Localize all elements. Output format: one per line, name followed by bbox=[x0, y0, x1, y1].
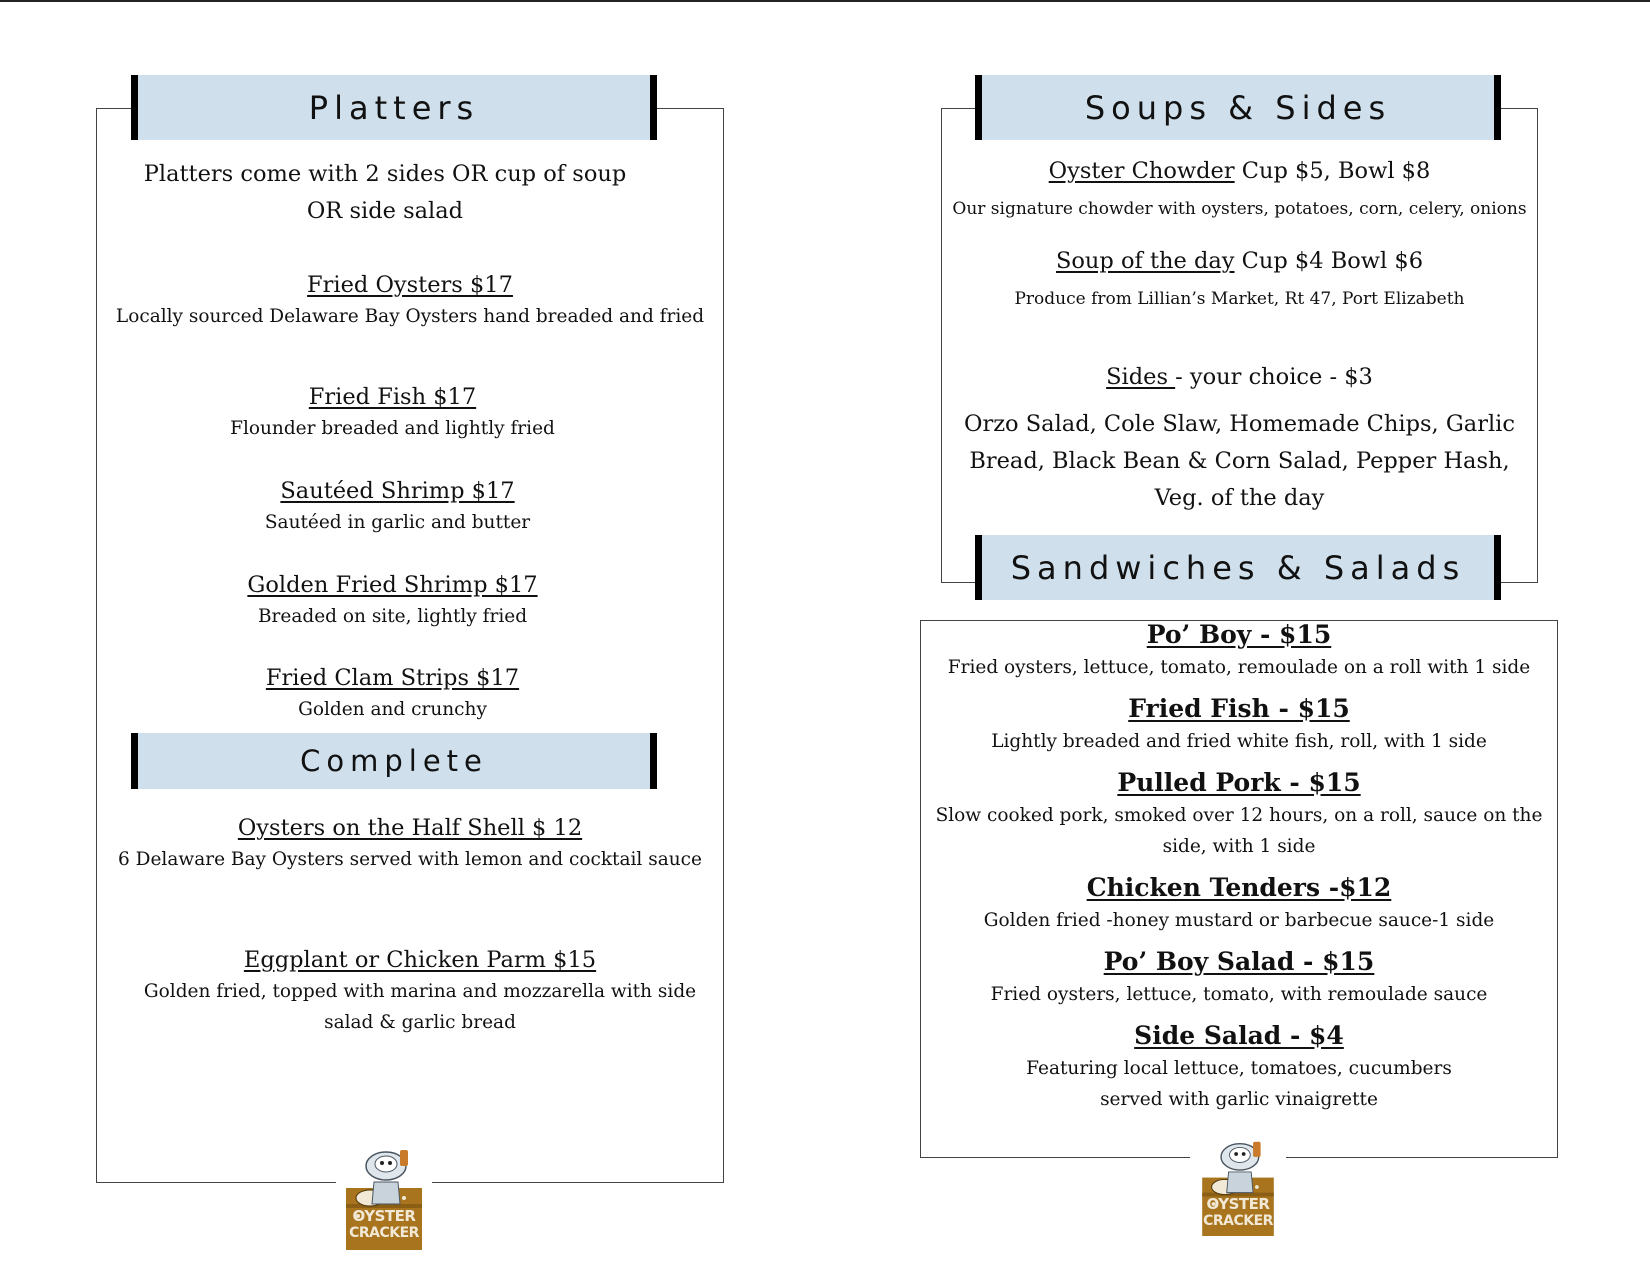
sandwich-item bbox=[922, 617, 1556, 683]
sandwich-item bbox=[922, 765, 1556, 862]
logo-text bbox=[1200, 1196, 1276, 1230]
sandwich-desc: Fried oysters, lettuce, tomato, with remoulade sauce bbox=[990, 984, 1488, 1005]
sides-title bbox=[941, 361, 1538, 394]
item-title: Fried Fish $17 bbox=[308, 384, 477, 410]
item-desc: Sautéed in garlic and butter bbox=[264, 512, 531, 533]
soup-name: Oyster Chowder bbox=[1048, 158, 1235, 184]
logo-text bbox=[346, 1208, 422, 1242]
item-title: Sautéed Shrimp $17 bbox=[280, 478, 515, 504]
sandwich-title: Side Salad - $4 bbox=[1134, 1021, 1344, 1050]
menu-item bbox=[100, 662, 685, 725]
soup-item bbox=[941, 155, 1538, 221]
menu-item bbox=[100, 812, 720, 875]
item-title: Oysters on the Half Shell $ 12 bbox=[237, 815, 583, 841]
item-title: Fried Oysters $17 bbox=[307, 272, 513, 298]
sandwich-item bbox=[922, 944, 1556, 1010]
sandwich-item bbox=[922, 1018, 1556, 1115]
platters-intro-line: OR side salad bbox=[306, 198, 464, 224]
soup-desc: Produce from Lillian’s Market, Rt 47, Port Elizabeth bbox=[1014, 289, 1465, 309]
complete-banner bbox=[131, 733, 657, 789]
sandwich-desc: served with garlic vinaigrette bbox=[1100, 1089, 1378, 1110]
sandwich-item bbox=[922, 870, 1556, 936]
logo-line: OYSTER bbox=[1206, 1195, 1270, 1213]
sandwich-desc: Featuring local lettuce, tomatoes, cucumbers bbox=[1026, 1058, 1452, 1079]
item-desc: Breaded on site, lightly fried bbox=[257, 606, 528, 627]
soups-banner bbox=[975, 75, 1501, 140]
sandwiches-heading: Sandwiches & Salads bbox=[1010, 548, 1466, 587]
complete-heading: Complete bbox=[300, 744, 488, 778]
sandwich-title: Pulled Pork - $15 bbox=[1117, 768, 1361, 797]
sides-item bbox=[941, 361, 1538, 517]
item-desc: Golden fried, topped with marina and mozzarella with side bbox=[143, 981, 697, 1002]
sandwich-item bbox=[922, 691, 1556, 757]
item-title: Fried Clam Strips $17 bbox=[265, 665, 520, 691]
item-desc: 6 Delaware Bay Oysters served with lemon and cocktail sauce bbox=[118, 849, 702, 870]
item-title: Eggplant or Chicken Parm $15 bbox=[243, 947, 597, 973]
soups-heading: Soups & Sides bbox=[1084, 88, 1392, 127]
soup-desc: Our signature chowder with oysters, potatoes, corn, celery, onions bbox=[952, 199, 1527, 219]
sandwich-title: Chicken Tenders -$12 bbox=[1086, 873, 1392, 902]
soup-price: Cup $5, Bowl $8 bbox=[1234, 158, 1431, 184]
menu-item bbox=[100, 475, 695, 538]
platters-banner bbox=[131, 75, 657, 140]
item-desc: Flounder breaded and lightly fried bbox=[230, 418, 555, 439]
soup-price: Cup $4 Bowl $6 bbox=[1234, 248, 1424, 274]
sandwich-title: Fried Fish - $15 bbox=[1128, 694, 1350, 723]
menu-item bbox=[100, 381, 685, 444]
menu-item bbox=[100, 569, 685, 632]
sides-line: Bread, Black Bean & Corn Salad, Pepper Hash, bbox=[969, 448, 1510, 474]
soup-name: Soup of the day bbox=[1055, 248, 1235, 274]
sandwich-desc: Lightly breaded and fried white fish, roll, with 1 side bbox=[991, 731, 1487, 752]
sandwich-desc: Fried oysters, lettuce, tomato, remoulade on a roll with 1 side bbox=[947, 657, 1531, 678]
sandwich-title: Po’ Boy Salad - $15 bbox=[1103, 947, 1375, 976]
sides-line: Veg. of the day bbox=[1154, 485, 1325, 511]
sandwich-desc: Slow cooked pork, smoked over 12 hours, on a roll, sauce on the bbox=[935, 805, 1543, 826]
logo-line: OYSTER bbox=[352, 1207, 416, 1225]
platters-intro-line: Platters come with 2 sides OR cup of soup bbox=[143, 161, 627, 187]
menu-item bbox=[100, 269, 720, 332]
logo-line: CRACKER bbox=[349, 1225, 419, 1241]
sides-name: Sides bbox=[1106, 364, 1176, 390]
sandwich-desc: Golden fried -honey mustard or barbecue sauce-1 side bbox=[983, 910, 1495, 931]
platters-intro bbox=[110, 156, 660, 230]
menu-item bbox=[100, 944, 740, 1038]
top-rule bbox=[0, 0, 1650, 2]
oyster-cracker-logo bbox=[1198, 1138, 1278, 1236]
sandwiches-banner bbox=[975, 535, 1501, 600]
platters-heading: Platters bbox=[308, 88, 480, 127]
item-desc: salad & garlic bread bbox=[324, 1012, 516, 1033]
item-title: Golden Fried Shrimp $17 bbox=[247, 572, 538, 598]
sides-line: Orzo Salad, Cole Slaw, Homemade Chips, Garlic bbox=[964, 411, 1515, 437]
soup-title bbox=[941, 245, 1538, 278]
logo-line: CRACKER bbox=[1203, 1213, 1273, 1229]
soup-item bbox=[941, 245, 1538, 311]
oyster-cracker-logo bbox=[344, 1146, 424, 1250]
soup-title bbox=[941, 155, 1538, 188]
item-desc: Locally sourced Delaware Bay Oysters hand breaded and fried bbox=[115, 306, 705, 327]
sides-price: - your choice - $3 bbox=[1175, 364, 1373, 390]
sandwich-desc: side, with 1 side bbox=[1162, 836, 1316, 857]
item-desc: Golden and crunchy bbox=[298, 699, 487, 720]
sandwich-title: Po’ Boy - $15 bbox=[1146, 620, 1332, 649]
sides-list bbox=[941, 406, 1538, 517]
